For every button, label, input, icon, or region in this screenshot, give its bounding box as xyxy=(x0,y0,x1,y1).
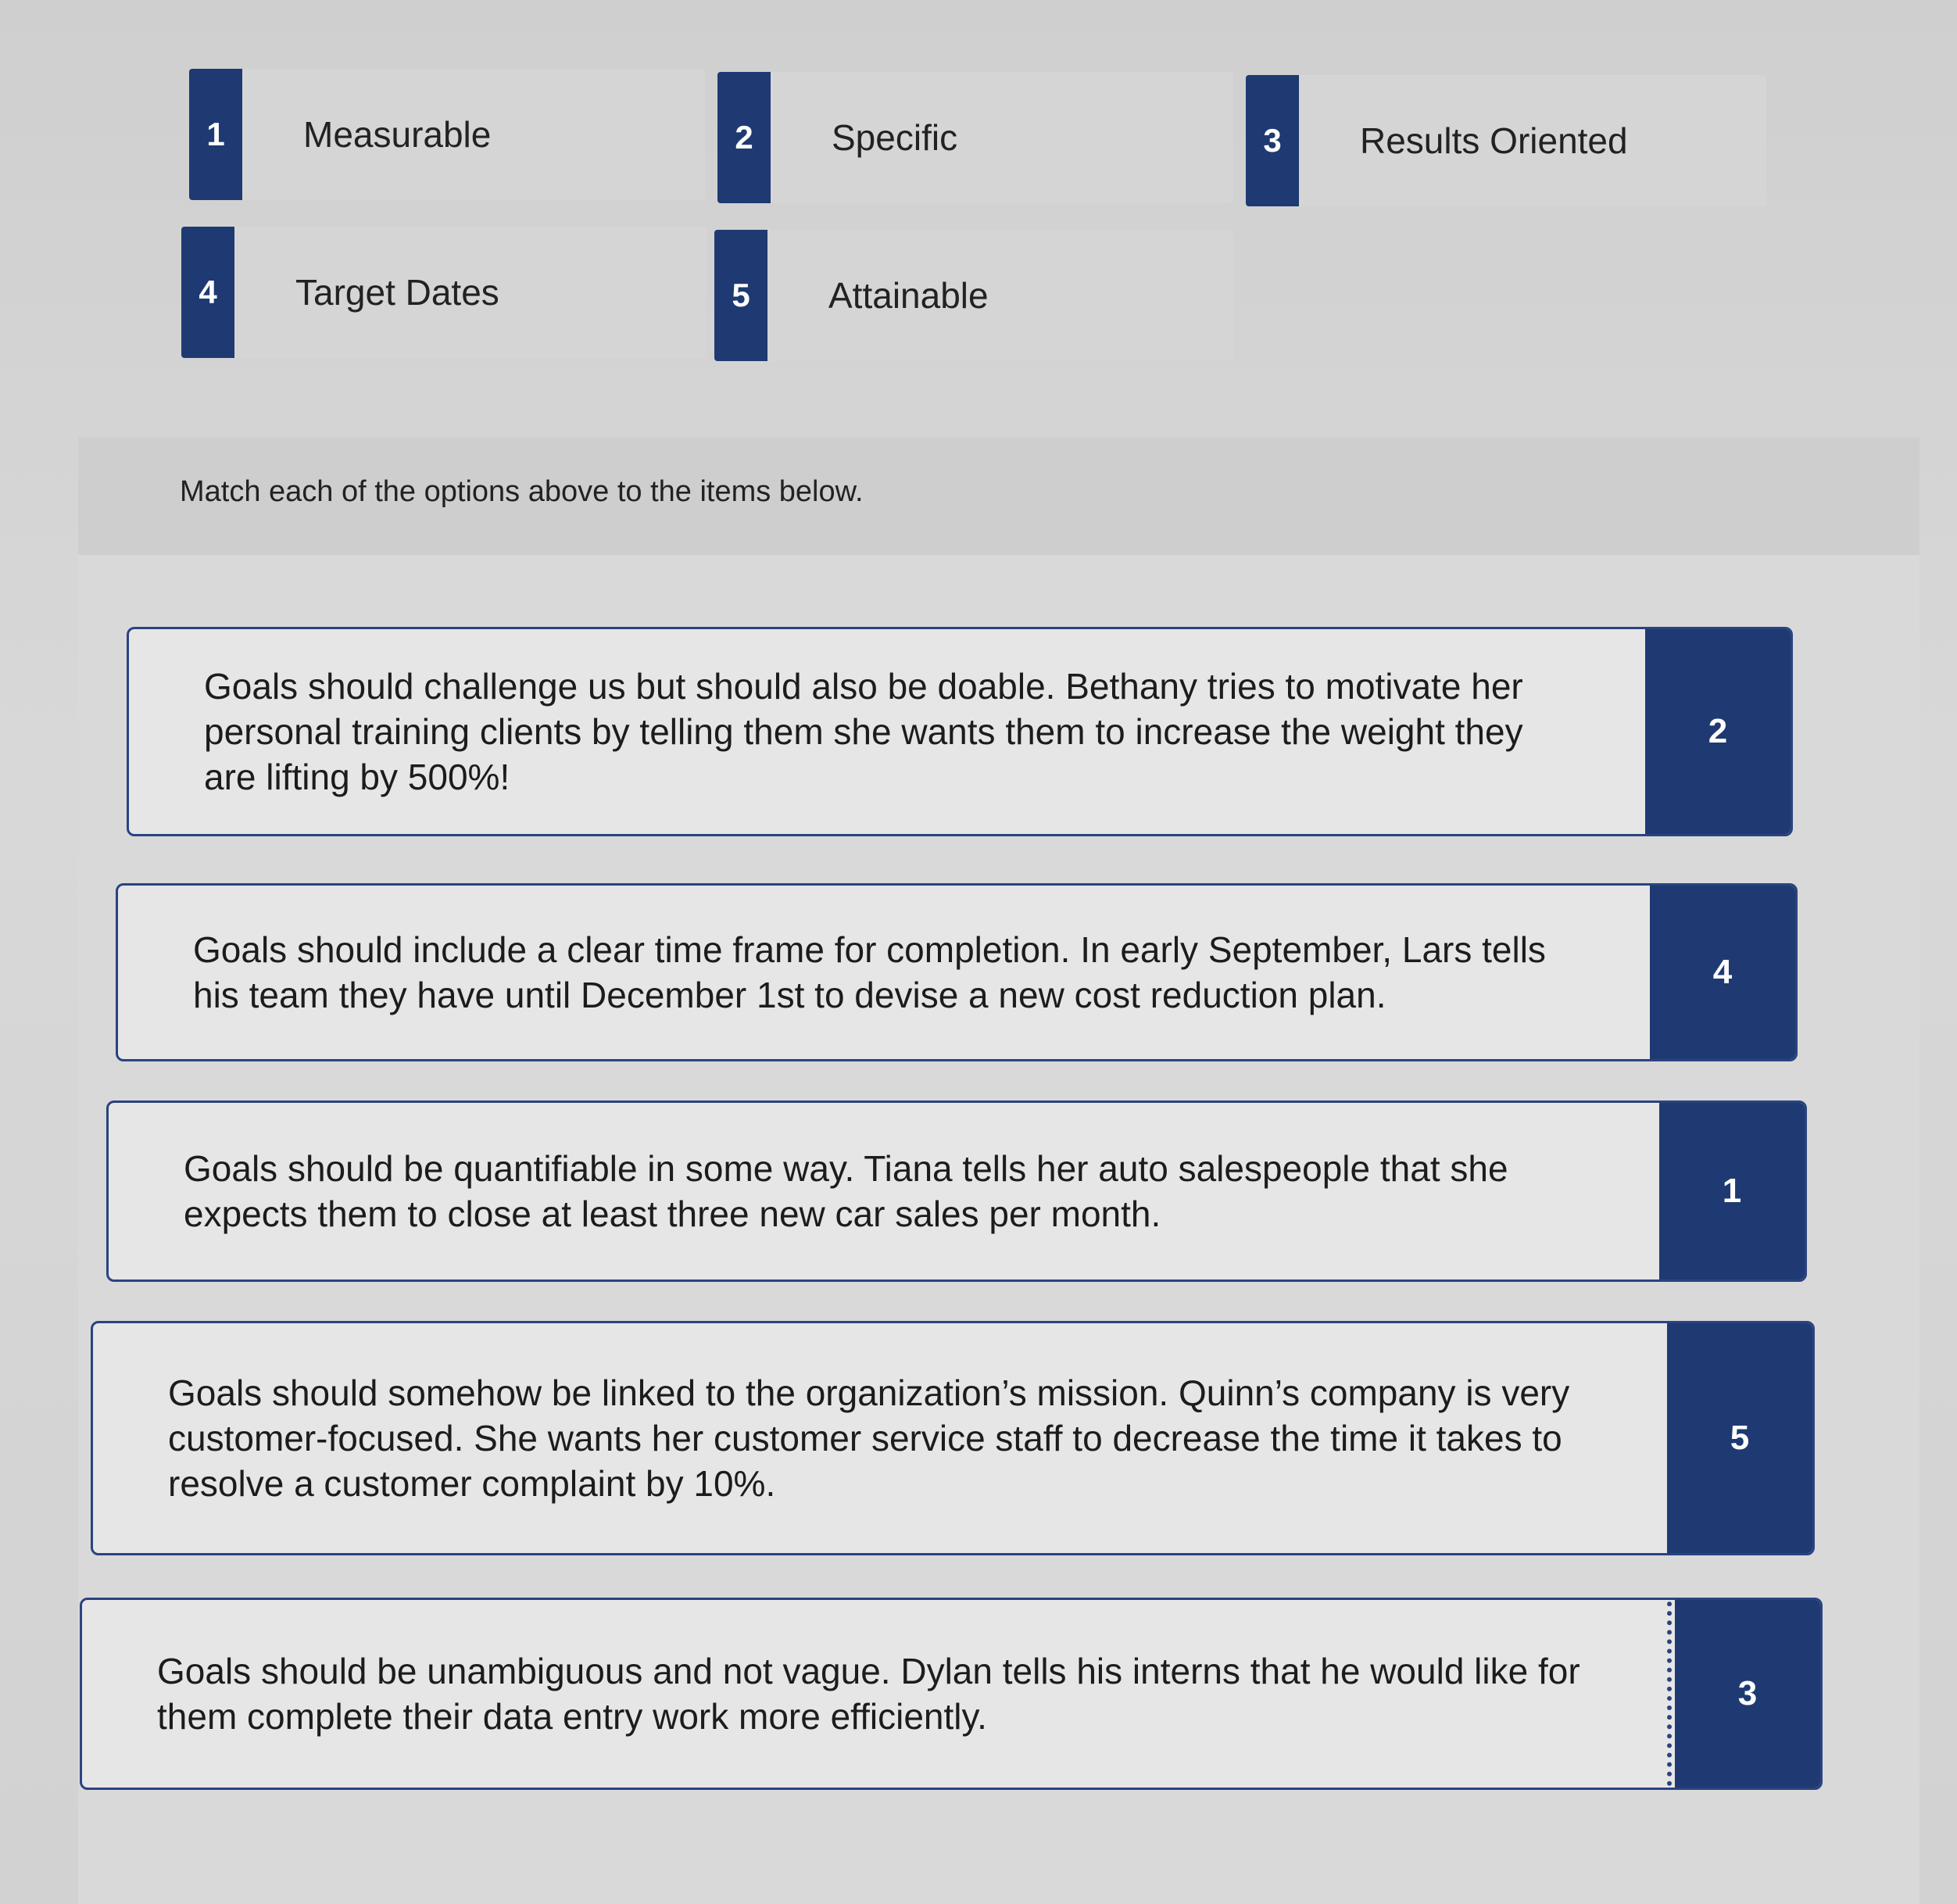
option-number-badge: 5 xyxy=(714,230,767,361)
option-chip-measurable[interactable] xyxy=(189,69,705,200)
match-item-text: Goals should be unambiguous and not vague. Dylan tells his interns that he would like for them complete their data entry work more efficiently. xyxy=(157,1651,1580,1737)
option-number-badge: 2 xyxy=(717,72,771,203)
answer-drop-zone[interactable]: 1 xyxy=(1659,1103,1805,1279)
match-item-text: Goals should include a clear time frame for completion. In early September, Lars tells his team they have until December 1st to devise a new cost reduction plan. xyxy=(193,929,1546,1015)
match-item xyxy=(127,627,1793,836)
answer-drop-zone-focused[interactable]: 3 xyxy=(1675,1600,1820,1788)
answer-drop-zone[interactable]: 2 xyxy=(1645,629,1791,834)
option-chip-target-dates[interactable] xyxy=(181,227,707,358)
option-label: Specific xyxy=(832,117,958,158)
option-number-badge: 4 xyxy=(181,227,234,358)
options-bank xyxy=(0,0,1957,406)
panel-header xyxy=(78,438,1919,555)
match-item-text: Goals should somehow be linked to the organization’s mission. Quinn’s company is very customer-focused. She wants her customer service staff to decrease the time it takes to resolve a customer complaint by 10%. xyxy=(168,1373,1570,1504)
option-chip-attainable[interactable] xyxy=(714,230,1233,361)
match-item-text: Goals should challenge us but should also be doable. Bethany tries to motivate her personal training clients by telling them she wants them to increase the weight they are lifting by 500%! xyxy=(204,666,1523,797)
option-number-badge: 3 xyxy=(1246,75,1299,206)
option-label: Results Oriented xyxy=(1360,120,1628,161)
option-number-badge: 1 xyxy=(189,69,242,200)
option-label: Attainable xyxy=(828,275,989,316)
option-label: Measurable xyxy=(303,114,492,155)
match-item xyxy=(116,883,1798,1061)
option-chip-specific[interactable] xyxy=(717,72,1233,203)
option-label: Target Dates xyxy=(295,272,499,313)
answer-drop-zone[interactable]: 4 xyxy=(1650,886,1795,1059)
match-item xyxy=(106,1101,1807,1282)
option-chip-results-oriented[interactable] xyxy=(1246,75,1766,206)
instruction-text: Match each of the options above to the items below. xyxy=(180,475,864,508)
match-item xyxy=(80,1598,1823,1790)
match-item-text: Goals should be quantifiable in some way. Tiana tells her auto salespeople that she expects them to close at least three new car sales per month. xyxy=(184,1148,1508,1234)
answer-drop-zone[interactable]: 5 xyxy=(1667,1323,1812,1553)
match-item xyxy=(91,1321,1815,1555)
